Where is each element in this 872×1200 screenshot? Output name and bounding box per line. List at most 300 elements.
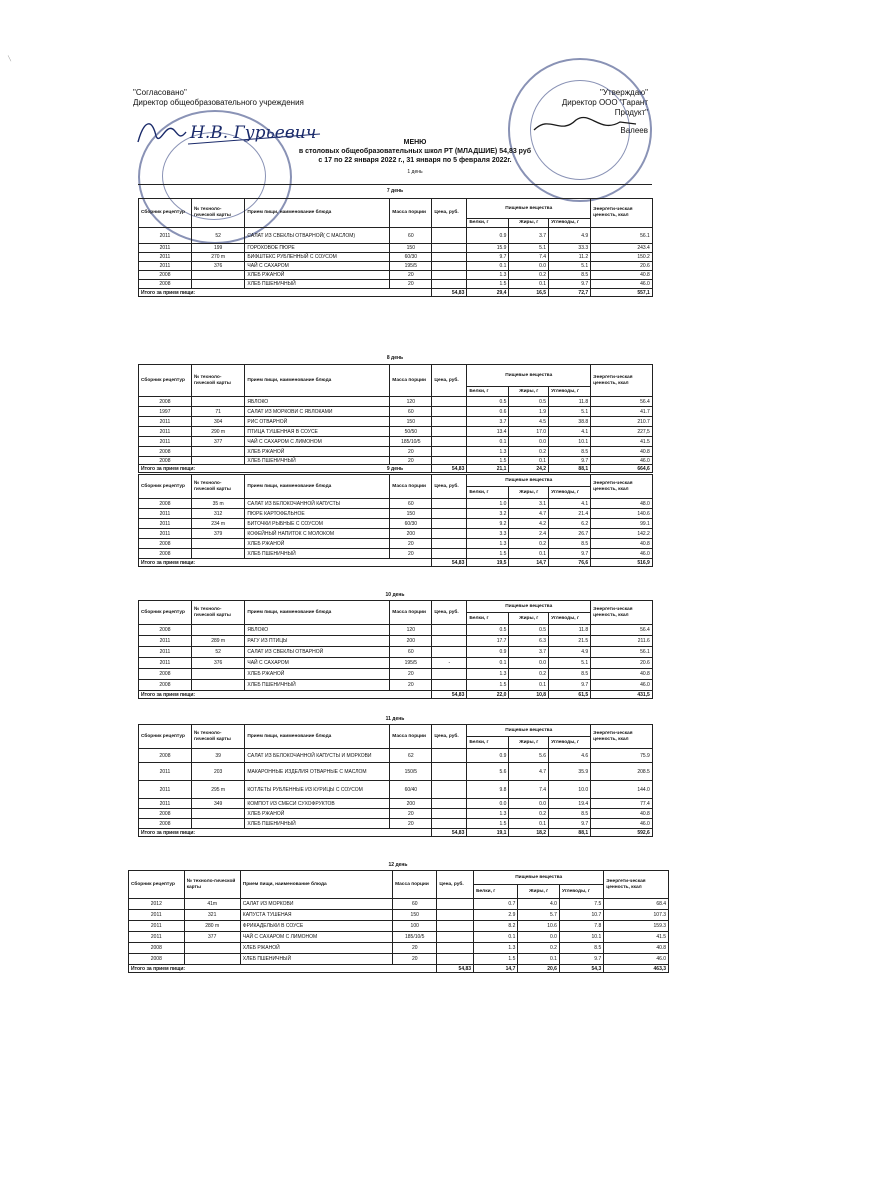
tech-card-no <box>191 539 245 549</box>
table-row <box>139 397 653 407</box>
col-mass: Масса порции <box>390 199 432 228</box>
day-title: 11 день <box>385 716 405 722</box>
recipe-year: 2008 <box>139 499 192 509</box>
price <box>432 499 467 509</box>
price <box>432 280 467 289</box>
energy: 40.8 <box>591 539 653 549</box>
table-row <box>139 749 653 763</box>
tech-card-no <box>184 943 240 954</box>
fat: 0.5 <box>509 625 549 636</box>
tech-card-no <box>191 447 245 457</box>
col-fat: Жиры, г <box>518 885 560 899</box>
carbs: 7.5 <box>559 899 603 910</box>
table-row <box>139 499 653 509</box>
carbs: 8.5 <box>549 809 591 819</box>
fat: 0.2 <box>509 271 549 280</box>
dish-name: КОМПОТ ИЗ СМЕСИ СУХОФРУКТОВ <box>245 799 390 809</box>
dish-name: ХЛЕБ РЖАНОЙ <box>245 669 390 680</box>
col-price: Цена, руб. <box>432 365 467 397</box>
total-row <box>139 289 653 297</box>
recipe-year: 2011 <box>139 799 192 809</box>
table-row <box>139 228 653 244</box>
dish-name: ХЛЕБ ПШЕНИЧНЫЙ <box>245 819 390 829</box>
tech-card-no: 280 m <box>184 921 240 932</box>
fat: 3.1 <box>509 499 549 509</box>
price <box>432 781 467 799</box>
energy: 211.6 <box>591 636 653 647</box>
dish-name: МАКАРОННЫЕ ИЗДЕЛИЯ ОТВАРНЫЕ С МАСЛОМ <box>245 763 390 781</box>
table-row <box>139 262 653 271</box>
portion-mass: 20 <box>390 809 432 819</box>
table-row <box>139 809 653 819</box>
col-fat: Жиры, г <box>509 487 549 499</box>
tech-card-no: 377 <box>184 932 240 943</box>
fat: 0.2 <box>509 809 549 819</box>
col-energy: Энергети-ческая ценность, ккал <box>591 199 653 228</box>
total-carbs: 88,1 <box>549 465 591 473</box>
protein: 15.9 <box>467 244 509 253</box>
tech-card-no: 321 <box>184 910 240 921</box>
total-price: 54,83 <box>432 829 467 837</box>
protein: 1.0 <box>467 499 509 509</box>
fat: 3.7 <box>509 647 549 658</box>
col-price: Цена, руб. <box>437 871 474 899</box>
price <box>432 457 467 465</box>
tech-card-no <box>191 280 245 289</box>
recipe-year: 2008 <box>139 539 192 549</box>
dish-name: ГОРОХОВОЕ ПЮРЕ <box>245 244 390 253</box>
table-row <box>129 943 669 954</box>
portion-mass: 100 <box>393 921 437 932</box>
recipe-year: 2008 <box>139 447 192 457</box>
price <box>432 244 467 253</box>
col-nutrients: Пищевые вещества <box>474 871 604 885</box>
carbs: 8.5 <box>549 669 591 680</box>
tech-card-no: 376 <box>191 658 245 669</box>
first-day-label: 1 день <box>407 169 423 175</box>
table-row <box>139 509 653 519</box>
dish-name: САЛАТ ИЗ МОРКОВИ <box>240 899 392 910</box>
protein: 0.6 <box>467 407 509 417</box>
dish-name: ХЛЕБ ПШЕНИЧНЫЙ <box>245 680 390 691</box>
table-row <box>129 932 669 943</box>
energy: 77.4 <box>591 799 653 809</box>
energy: 40.8 <box>591 809 653 819</box>
recipe-year: 2008 <box>129 943 185 954</box>
carbs: 6.2 <box>549 519 591 529</box>
col-tech-card: № техноло-гической карты <box>191 365 245 397</box>
fat: 0.1 <box>509 280 549 289</box>
energy: 159.3 <box>604 921 669 932</box>
col-tech-card: № техноло-гической карты <box>184 871 240 899</box>
tech-card-no: 41m <box>184 899 240 910</box>
tech-card-no <box>184 954 240 965</box>
dish-name: ХЛЕБ РЖАНОЙ <box>245 447 390 457</box>
protein: 0.0 <box>467 799 509 809</box>
col-nutrients: Пищевые вещества <box>467 199 591 219</box>
approval-left <box>133 88 304 108</box>
carbs: 4.1 <box>549 499 591 509</box>
portion-mass: 20 <box>390 447 432 457</box>
col-energy: Энергети-ческая ценность, ккал <box>591 601 653 625</box>
fat: 10.6 <box>518 921 560 932</box>
recipe-year: 2011 <box>139 253 192 262</box>
price <box>432 417 467 427</box>
fat: 4.2 <box>509 519 549 529</box>
total-fat: 24,2 <box>509 465 549 473</box>
carbs: 19.4 <box>549 799 591 809</box>
portion-mass: 20 <box>390 539 432 549</box>
fat: 3.7 <box>509 228 549 244</box>
tech-card-no: 203 <box>191 763 245 781</box>
dish-name: ХЛЕБ ПШЕНИЧНЫЙ <box>245 280 390 289</box>
portion-mass: 120 <box>390 625 432 636</box>
dish-name: ПТИЦА ТУШЕННАЯ В СОУСЕ <box>245 427 390 437</box>
protein: 0.9 <box>467 228 509 244</box>
col-nutrients: Пищевые вещества <box>467 601 591 613</box>
table-row <box>139 529 653 539</box>
total-fat: 20,6 <box>518 965 560 973</box>
fat: 5.1 <box>509 244 549 253</box>
total-carbs: 54,3 <box>559 965 603 973</box>
fat: 4.5 <box>509 417 549 427</box>
total-label: Итого за прием пищи: <box>139 829 432 837</box>
dish-name: ЧАЙ С САХАРОМ <box>245 658 390 669</box>
table-row <box>139 680 653 691</box>
total-fat: 10,8 <box>509 691 549 699</box>
tech-card-no <box>191 625 245 636</box>
fat: 0.2 <box>509 447 549 457</box>
recipe-year: 2008 <box>139 271 192 280</box>
energy: 46.0 <box>591 819 653 829</box>
carbs: 4.9 <box>549 647 591 658</box>
recipe-year: 2011 <box>139 262 192 271</box>
recipe-year: 1997 <box>139 407 192 417</box>
col-protein: Белки, г <box>467 737 509 749</box>
menu-title-block <box>250 138 580 177</box>
col-energy: Энергети-ческая ценность, ккал <box>591 365 653 397</box>
price <box>432 680 467 691</box>
recipe-year: 2008 <box>139 819 192 829</box>
portion-mass: 60 <box>390 647 432 658</box>
price <box>437 899 474 910</box>
protein: 1.3 <box>467 539 509 549</box>
col-nutrients: Пищевые вещества <box>467 475 591 487</box>
dish-name: КОТЛЕТЫ РУБЛЕННЫЕ ИЗ КУРИЦЫ С СОУСОМ <box>245 781 390 799</box>
protein: 3.2 <box>467 509 509 519</box>
protein: 9.2 <box>467 519 509 529</box>
tech-card-no <box>191 669 245 680</box>
fat: 4.7 <box>509 763 549 781</box>
tech-card-no: 312 <box>191 509 245 519</box>
recipe-year: 2008 <box>139 749 192 763</box>
col-nutrients: Пищевые вещества <box>467 365 591 387</box>
portion-mass: 20 <box>390 271 432 280</box>
dish-name: ЧАЙ С САХАРОМ <box>245 262 390 271</box>
portion-mass: 60/30 <box>390 519 432 529</box>
col-nutrients: Пищевые вещества <box>467 725 591 737</box>
header-row <box>139 601 653 613</box>
tech-card-no: 71 <box>191 407 245 417</box>
energy: 41.7 <box>591 407 653 417</box>
carbs: 5.1 <box>549 658 591 669</box>
protein: 1.5 <box>467 457 509 465</box>
total-carbs: 72,7 <box>549 289 591 297</box>
portion-mass: 150 <box>390 509 432 519</box>
carbs: 5.1 <box>549 262 591 271</box>
total-carbs: 61,5 <box>549 691 591 699</box>
tech-card-no: 39 <box>191 749 245 763</box>
portion-mass: 60 <box>393 899 437 910</box>
carbs: 8.5 <box>549 539 591 549</box>
header-row <box>139 365 653 387</box>
carbs: 11.8 <box>549 397 591 407</box>
recipe-year: 2011 <box>139 636 192 647</box>
total-carbs: 88,1 <box>549 829 591 837</box>
energy: 56.1 <box>591 228 653 244</box>
recipe-year: 2008 <box>129 954 185 965</box>
tech-card-no <box>191 819 245 829</box>
portion-mass: 60 <box>390 228 432 244</box>
carbs: 11.2 <box>549 253 591 262</box>
energy: 46.0 <box>591 457 653 465</box>
portion-mass: 195/5 <box>390 262 432 271</box>
price <box>432 262 467 271</box>
energy: 20.6 <box>591 658 653 669</box>
signature-name: Н.В. Гурьевич <box>190 123 317 143</box>
total-protein: 22,0 <box>467 691 509 699</box>
dish-name: ЯБЛОКО <box>245 397 390 407</box>
table-row <box>129 921 669 932</box>
carbs: 4.9 <box>549 228 591 244</box>
energy: 46.0 <box>591 549 653 559</box>
protein: 0.9 <box>467 647 509 658</box>
price <box>432 271 467 280</box>
dish-name: ХЛЕБ РЖАНОЙ <box>245 271 390 280</box>
header-row <box>139 199 653 219</box>
portion-mass: 20 <box>390 457 432 465</box>
recipe-year: 2008 <box>139 457 192 465</box>
price <box>432 647 467 658</box>
energy: 41.5 <box>604 932 669 943</box>
table-row <box>139 819 653 829</box>
energy: 142.2 <box>591 529 653 539</box>
protein: 2.9 <box>474 910 518 921</box>
portion-mass: 20 <box>390 669 432 680</box>
carbs: 8.5 <box>549 271 591 280</box>
energy: 40.8 <box>591 271 653 280</box>
carbs: 10.1 <box>549 437 591 447</box>
energy: 144.0 <box>591 781 653 799</box>
total-price: 54,83 <box>432 691 467 699</box>
recipe-year: 2011 <box>129 932 185 943</box>
menu-title: МЕНЮ <box>403 139 427 146</box>
fat: 0.2 <box>518 943 560 954</box>
portion-mass: 62 <box>390 749 432 763</box>
menu-table <box>128 870 669 973</box>
portion-mass: 150 <box>393 910 437 921</box>
total-fat: 18,2 <box>509 829 549 837</box>
table-row <box>139 253 653 262</box>
total-label: Итого за прием пищи: <box>139 559 432 567</box>
table-row <box>139 437 653 447</box>
dish-name: ФРИКАДЕЛЬКИ В СОУСЕ <box>240 921 392 932</box>
menu-subtitle: в столовых общеобразовательных школ РТ (МЛАДШИЕ) 54,83 руб <box>298 148 532 155</box>
tech-card-no <box>191 549 245 559</box>
total-price: 54,83 <box>432 289 467 297</box>
col-recipe: Сборник рецептур <box>139 475 192 499</box>
energy: 56.1 <box>591 647 653 658</box>
price <box>432 549 467 559</box>
portion-mass: 20 <box>390 680 432 691</box>
recipe-year: 2008 <box>139 809 192 819</box>
tech-card-no: 270 m <box>191 253 245 262</box>
energy: 75.9 <box>591 749 653 763</box>
col-mass: Масса порции <box>390 725 432 749</box>
col-price: Цена, руб. <box>432 199 467 228</box>
col-carbs: Углеводы, г <box>549 387 591 397</box>
tech-card-no: 289 m <box>191 636 245 647</box>
col-carbs: Углеводы, г <box>549 613 591 625</box>
dish-name: КАПУСТА ТУШЕНАЯ <box>240 910 392 921</box>
dish-name: ЧАЙ С САХАРОМ С ЛИМОНОМ <box>245 437 390 447</box>
energy: 40.8 <box>604 943 669 954</box>
fat: 0.0 <box>509 262 549 271</box>
dish-name: САЛАТ ИЗ СВЕКЛЫ ОТВАРНОЙ <box>245 647 390 658</box>
price <box>432 809 467 819</box>
price <box>437 910 474 921</box>
table-row <box>139 549 653 559</box>
protein: 1.3 <box>474 943 518 954</box>
energy: 107.3 <box>604 910 669 921</box>
carbs: 9.7 <box>549 280 591 289</box>
total-protein: 19,1 <box>467 829 509 837</box>
energy: 99.1 <box>591 519 653 529</box>
price <box>437 943 474 954</box>
col-price: Цена, руб. <box>432 725 467 749</box>
carbs: 21.4 <box>549 509 591 519</box>
dish-name: РИС ОТВАРНОЙ <box>245 417 390 427</box>
fat: 0.2 <box>509 539 549 549</box>
table-row <box>139 763 653 781</box>
energy: 20.6 <box>591 262 653 271</box>
col-fat: Жиры, г <box>509 737 549 749</box>
total-price: 54,83 <box>437 965 474 973</box>
energy: 227,5 <box>591 427 653 437</box>
protein: 0.9 <box>467 749 509 763</box>
price <box>432 625 467 636</box>
col-fat: Жиры, г <box>509 219 549 228</box>
col-recipe: Сборник рецептур <box>129 871 185 899</box>
recipe-year: 2011 <box>139 437 192 447</box>
portion-mass: 20 <box>393 943 437 954</box>
fat: 0.1 <box>509 819 549 829</box>
col-protein: Белки, г <box>467 219 509 228</box>
tech-card-no: 379 <box>191 529 245 539</box>
fat: 6.3 <box>509 636 549 647</box>
tech-card-no: 349 <box>191 799 245 809</box>
scan-mark: ╲ <box>8 56 12 62</box>
portion-mass: 200 <box>390 636 432 647</box>
carbs: 9.7 <box>549 549 591 559</box>
col-fat: Жиры, г <box>509 387 549 397</box>
recipe-year: 2011 <box>139 658 192 669</box>
total-energy: 664,6 <box>591 465 653 473</box>
total-protein: 14,7 <box>474 965 518 973</box>
total-protein: 19,5 <box>467 559 509 567</box>
portion-mass: 60 <box>390 407 432 417</box>
portion-mass: 195/5 <box>390 658 432 669</box>
tech-card-no: 35 m <box>191 499 245 509</box>
col-fat: Жиры, г <box>509 613 549 625</box>
price <box>432 509 467 519</box>
price <box>432 519 467 529</box>
table-row <box>139 669 653 680</box>
tech-card-no <box>191 809 245 819</box>
portion-mass: 185/10/5 <box>393 932 437 943</box>
dish-name: ХЛЕБ ПШЕНИЧНЫЙ <box>245 457 390 465</box>
fat: 0.1 <box>509 680 549 691</box>
col-recipe: Сборник рецептур <box>139 601 192 625</box>
protein: 8.2 <box>474 921 518 932</box>
dish-name: ХЛЕБ ПШЕНИЧНЫЙ <box>240 954 392 965</box>
company-director-name: Валеев <box>620 126 648 135</box>
menu-table <box>138 198 653 297</box>
carbs: 5.1 <box>549 407 591 417</box>
menu-table <box>138 474 653 567</box>
agreed-label: "Согласовано" <box>133 88 187 97</box>
table-row <box>139 625 653 636</box>
tech-card-no: 304 <box>191 417 245 427</box>
protein: 3.3 <box>467 529 509 539</box>
recipe-year: 2008 <box>139 680 192 691</box>
total-price: 54,83 <box>432 559 467 567</box>
carbs: 9.7 <box>549 680 591 691</box>
header-row <box>139 475 653 487</box>
portion-mass: 200 <box>390 799 432 809</box>
menu-table <box>138 364 653 473</box>
fat: 7.4 <box>509 781 549 799</box>
price <box>437 932 474 943</box>
recipe-year: 2011 <box>129 910 185 921</box>
price <box>432 437 467 447</box>
fat: 0.0 <box>518 932 560 943</box>
table-row <box>139 407 653 417</box>
recipe-year: 2011 <box>139 519 192 529</box>
protein: 0.1 <box>467 262 509 271</box>
carbs: 10.1 <box>559 932 603 943</box>
recipe-year: 2011 <box>139 417 192 427</box>
price <box>437 921 474 932</box>
protein: 1.5 <box>467 680 509 691</box>
dish-name: ЧАЙ С САХАРОМ С ЛИМОНОМ <box>240 932 392 943</box>
school-director-label: Директор общеобразовательного учреждения <box>133 98 304 107</box>
portion-mass: 185/10/5 <box>390 437 432 447</box>
table-row <box>129 910 669 921</box>
carbs: 8.5 <box>549 447 591 457</box>
tech-card-no: 376 <box>191 262 245 271</box>
tech-card-no: 290 m <box>191 427 245 437</box>
carbs: 4.6 <box>549 749 591 763</box>
col-protein: Белки, г <box>467 487 509 499</box>
total-energy: 516,9 <box>591 559 653 567</box>
table-row <box>139 447 653 457</box>
col-recipe: Сборник рецептур <box>139 199 192 228</box>
recipe-year: 2011 <box>139 763 192 781</box>
dish-name: САЛАТ ИЗ БЕЛОКОЧАННОЙ КАПУСТЫ И МОРКОВИ <box>245 749 390 763</box>
energy: 56.4 <box>591 397 653 407</box>
tech-card-no: 295 m <box>191 781 245 799</box>
